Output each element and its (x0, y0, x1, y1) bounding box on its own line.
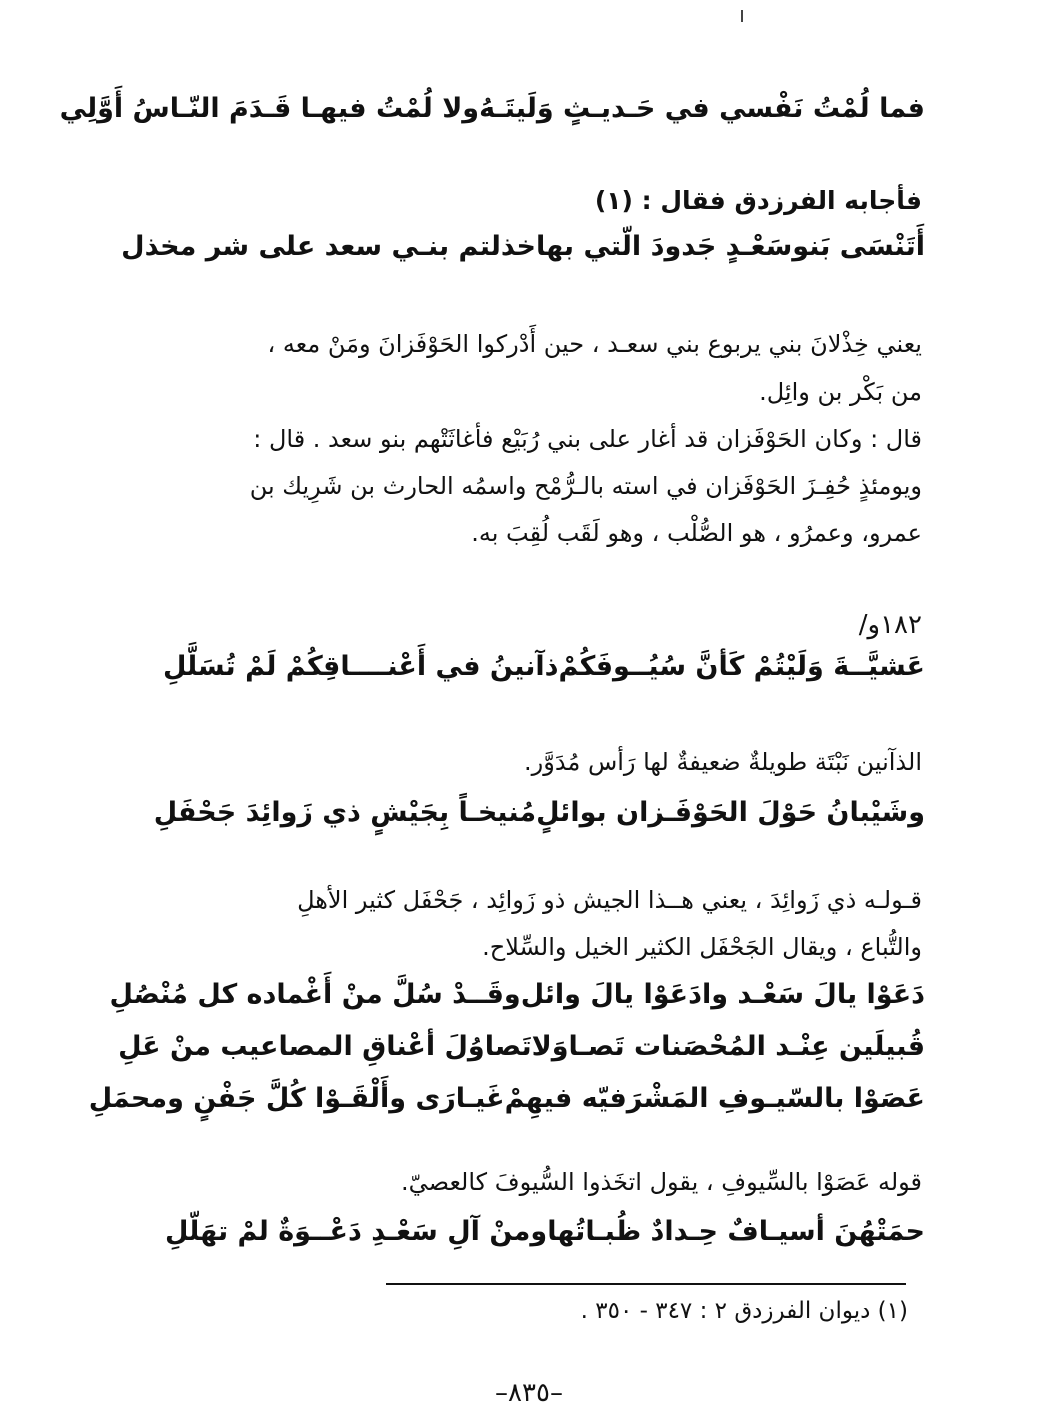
scan-mark (741, 10, 743, 22)
reply-intro: فأجابه الفرزدق فقال : (١) (594, 186, 922, 215)
verse-first-hemistich: وشَيْبانُ حَوْلَ الحَوْفَـزان بوائلٍ (536, 796, 925, 828)
commentary-line: قال : وكان الحَوْفَزان قد أغار على بني رُبَيْع فأغاثَتْهم بنو سعد . قال : (253, 425, 922, 453)
commentary-line: من بَكْر بن وائِل. (759, 378, 922, 406)
verse-first-hemistich: عَصَوْا بالسّيـوفِ المَشْرَفيّه فيهِمْ (504, 1082, 925, 1114)
footnote: (١) ديوان الفرزدق ٢ : ٣٤٧ - ٣٥٠ . (580, 1298, 908, 1324)
verse-second-hemistich: تَصاوُلَ أعْناقِ المصاعيب منْ عَلِ (118, 1030, 532, 1062)
verse-second-hemistich: خذلتم بنـي سعد على شر مخذل (121, 230, 536, 262)
commentary-line: يعني خِذْلانَ بني يربوع بني سعـد ، حين أَدْركوا الحَوْفَزانَ ومَنْ معه ، (267, 330, 922, 358)
verse-first-hemistich: عَشيَّــةَ وَلَيْتُمْ كَأنَّ سُيُــوفَكُمْ (558, 650, 925, 682)
commentary-line: والتُّباع ، ويقال الجَحْفَل الكثير الخيل والسِّلاح. (482, 933, 922, 961)
commentary-line: عمرو، وعمرُو ، هو الصُّلْب ، وهو لَقَب لُقِبَ به. (471, 519, 922, 547)
verse-first-hemistich: دَعَوْا يالَ سَعْـد وادَعَوْا يالَ وائل (520, 978, 925, 1010)
verse-first-hemistich: فما لُمْتُ نَفْسي في حَـديـثٍ وَلَيتَـهُ (479, 92, 925, 124)
commentary-line: ويومئذٍ حُفِـزَ الحَوْفَزان في استه بالـرُّمْح واسمُه الحارث بن شَرِيك بن (249, 472, 922, 500)
verse-first-hemistich: قُبيلَين عِنْـد المُحْصَنات تَصـاوَلا (531, 1030, 925, 1062)
commentary-line: قوله عَصَوْا بالسِّيوفِ ، يقول اتخَذوا السُّيوفَ كالعصيّ. (401, 1168, 922, 1196)
verse-line (88, 1072, 925, 1124)
verse-line (153, 786, 925, 838)
verse-second-hemistich: مُنيخـاً بِجَيْشٍ ذي زَوائِدَ جَحْفَلِ (153, 796, 537, 828)
verse-second-hemistich: ذآنينُ في أَعْنــــاقِكُمْ لَمْ تُسَلَّلِ (162, 650, 559, 682)
verse-second-hemistich: غَيـارَى وأَلْقَـوْا كُلَّ جَفْنٍ ومحمَلِ (88, 1082, 505, 1114)
commentary-line: قـولـه ذي زَوائِدَ ، يعني هــذا الجيش ذو زَوائِد ، جَحْفَل كثير الأهلِ (297, 886, 922, 914)
folio-marker: ١٨٢و/ (858, 610, 922, 640)
verse-first-hemistich: حمَتْهُنَ أسيـافٌ حِـدادٌ ظُبـاتُها (547, 1215, 925, 1247)
footnote-separator (386, 1283, 906, 1285)
verse-line (121, 220, 925, 272)
verse-line (59, 82, 925, 134)
verse-first-hemistich: أَتَنْسَى بَنوسَعْـدٍ جَدودَ الّتي بها (535, 230, 925, 262)
verse-second-hemistich: ومنْ آلِ سَعْـدِ دَعْــوَةٌ لمْ تهَلّلِ (165, 1215, 548, 1247)
verse-second-hemistich: ولا لُمْتُ فيهـا قَـدَمَ النّـاسُ أَوَّلِي (59, 92, 480, 124)
verse-line (162, 640, 925, 692)
verse-line (118, 1020, 925, 1072)
verse-line (109, 968, 925, 1020)
page-number: –٨٣٥– (495, 1378, 563, 1408)
verse-second-hemistich: وقَــدْ سُلَّ منْ أَغْماده كل مُنْصُلِ (109, 978, 521, 1010)
verse-line (165, 1205, 925, 1257)
gloss-line: الذآنين نَبْتَة طويلةٌ ضعيفةٌ لها رَأس مُدَوَّر. (524, 748, 922, 776)
